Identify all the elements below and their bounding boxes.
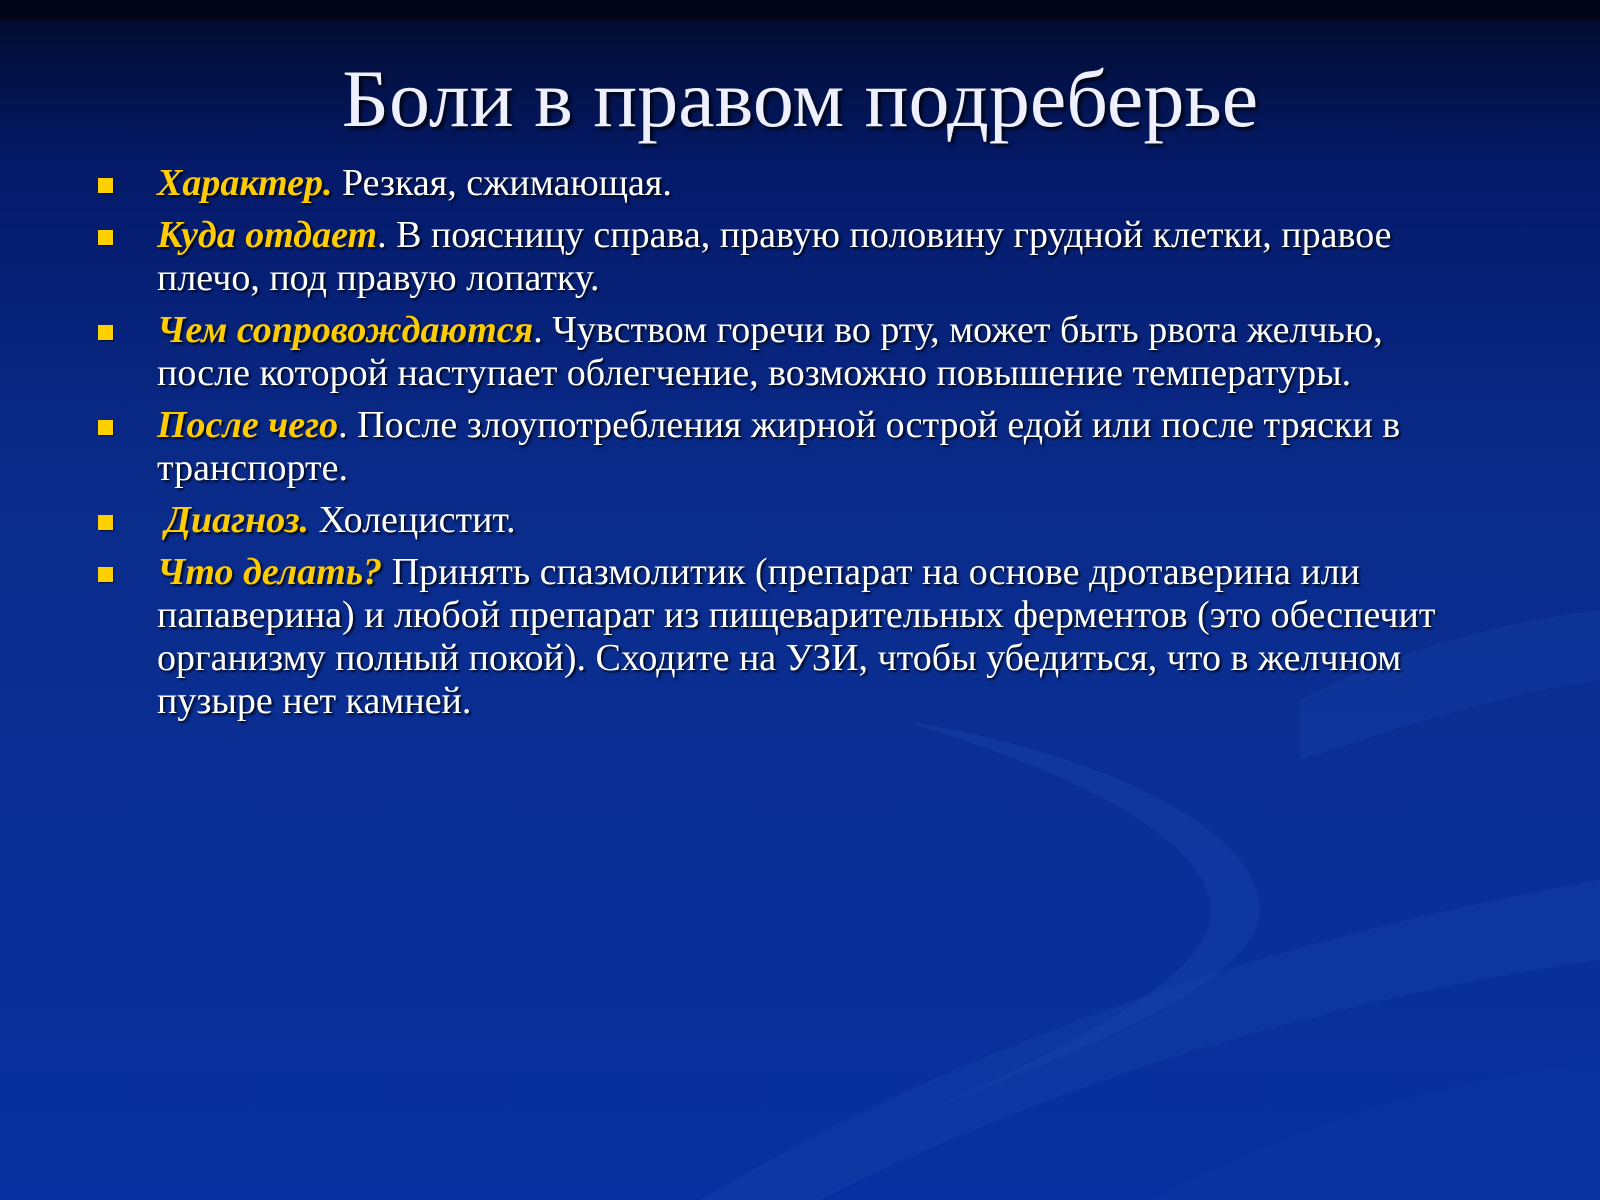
- item-punct: .: [338, 404, 348, 446]
- item-text: После злоупотребления жирной острой едой или после тряски в транспорте.: [157, 404, 1401, 489]
- item-text: В поясницу справа, правую половину грудной клетки, правое плечо, под правую лопатку.: [157, 214, 1392, 299]
- item-label: Диагноз.: [165, 499, 310, 541]
- square-bullet-icon: [98, 230, 113, 245]
- square-bullet-icon: [98, 178, 113, 193]
- square-bullet-icon: [98, 515, 113, 530]
- list-item: [96, 551, 1476, 723]
- item-text: Принять спазмолитик (препарат на основе дротаверина или папаверина) и любой препарат из пищеварительных ферментов (это обеспечит организму полный покой). Сходите на УЗИ, чтобы убедиться, что в желчном пузыре нет камней.: [157, 551, 1436, 722]
- item-label: Характер.: [157, 162, 333, 204]
- item-label: Куда отдает: [157, 214, 378, 256]
- item-text: Резкая, сжимающая.: [332, 162, 672, 204]
- item-label: После чего: [157, 404, 339, 446]
- bullet-list: [96, 162, 1476, 732]
- list-item: [96, 309, 1476, 395]
- item-label: Что делать?: [157, 551, 383, 593]
- list-item: [96, 162, 1476, 205]
- list-item: [96, 499, 1476, 542]
- item-punct: .: [533, 309, 543, 351]
- item-label: Чем сопровождаются: [157, 309, 534, 351]
- slide-title: Боли в правом подреберье: [341, 53, 1259, 144]
- square-bullet-icon: [98, 420, 113, 435]
- list-item: [96, 214, 1476, 300]
- top-strip: [0, 0, 1600, 20]
- list-item: [96, 404, 1476, 490]
- square-bullet-icon: [98, 567, 113, 582]
- square-bullet-icon: [98, 325, 113, 340]
- item-punct: .: [377, 214, 387, 256]
- item-text: Холецистит.: [309, 499, 516, 541]
- item-text: Чувством горечи во рту, может быть рвота желчью, после которой наступает облегчение, возможно повышение температуры.: [157, 309, 1383, 394]
